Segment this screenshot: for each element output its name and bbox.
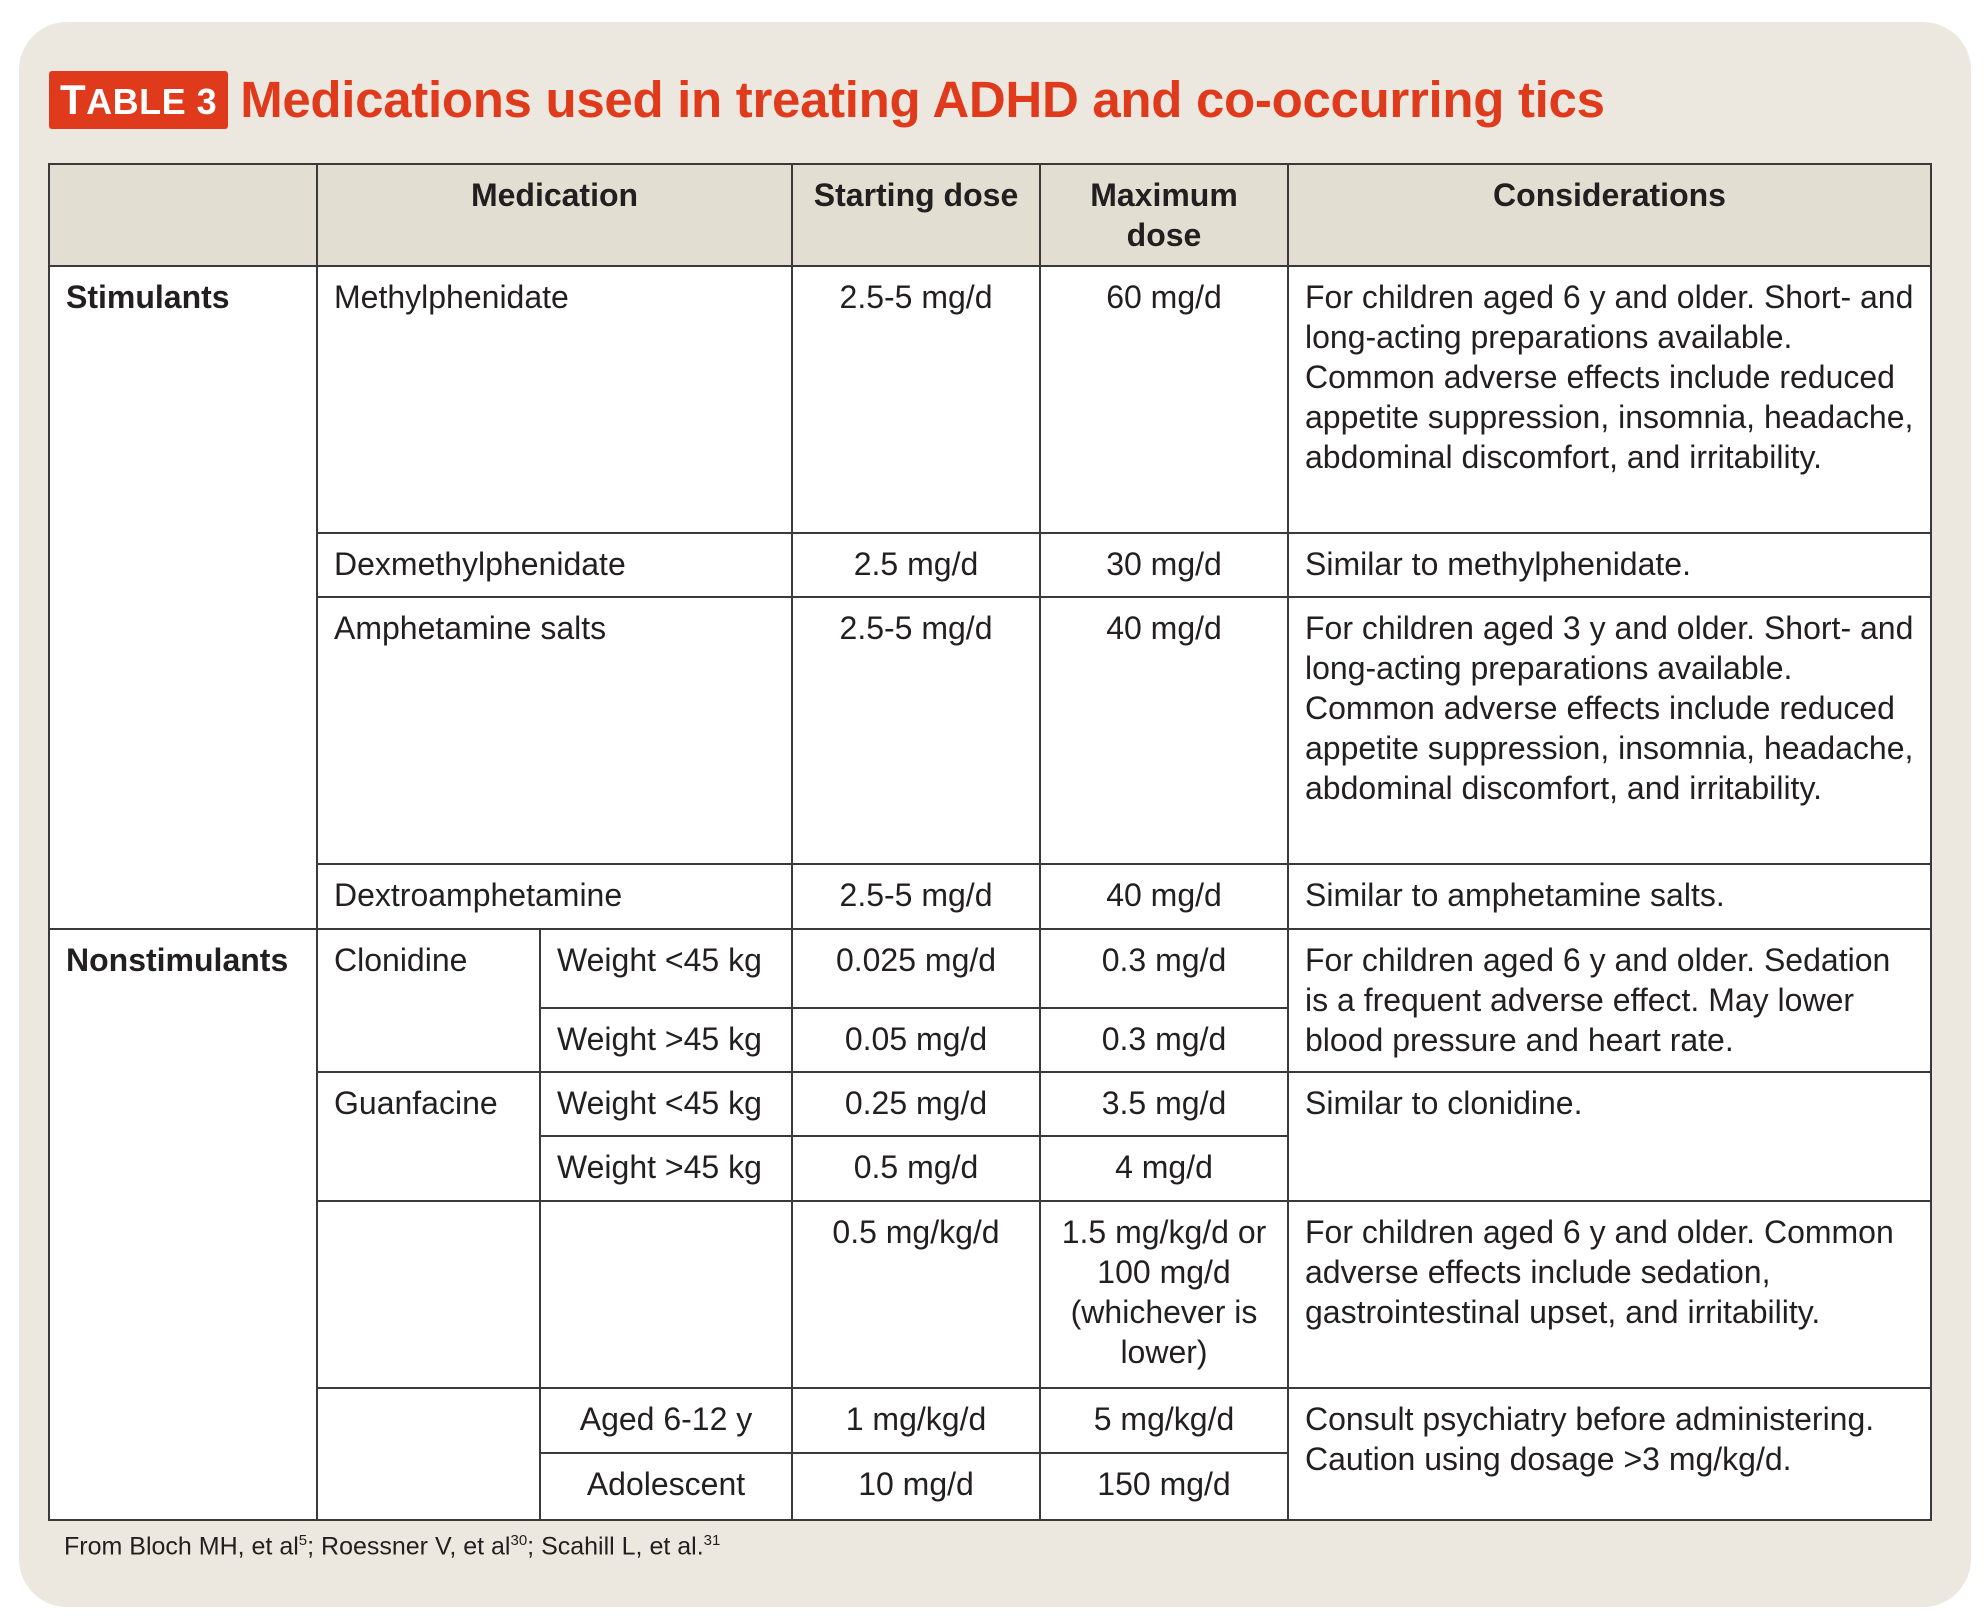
maximum-dose: 150 mg/d [1040,1453,1288,1520]
medication-name: Dextroamphetamine [317,864,792,929]
considerations: For children aged 3 y and older. Short- and long-acting preparations available. Common adverse effects include reduced appetite suppression, insomnia, headache, abdominal discomfort, and irritability. [1288,597,1931,864]
starting-dose: 0.5 mg/d [792,1136,1040,1201]
weight-group: Weight >45 kg [540,1136,792,1201]
header-considerations: Considerations [1288,164,1931,266]
medication-name: Dexmethylphenidate [317,533,792,597]
age-group: Aged 6-12 y [540,1388,792,1453]
starting-dose: 10 mg/d [792,1453,1040,1520]
maximum-dose: 4 mg/d [1040,1136,1288,1201]
weight-group: Weight <45 kg [540,1072,792,1136]
maximum-dose: 40 mg/d [1040,597,1288,864]
starting-dose: 0.025 mg/d [792,929,1040,1008]
header-row [49,164,1931,266]
maximum-dose: 1.5 mg/kg/d or 100 mg/d (whichever is lower) [1040,1201,1288,1388]
maximum-dose: 5 mg/kg/d [1040,1388,1288,1453]
maximum-dose: 0.3 mg/d [1040,929,1288,1008]
medication-name: Guanfacine [317,1072,540,1201]
category-stimulants: Stimulants [49,266,317,929]
table-row [49,1388,1931,1453]
considerations: For children aged 6 y and older. Sedation is a frequent adverse effect. May lower blood pressure and heart rate. [1288,929,1931,1072]
medication-name: Amphetamine salts [317,597,792,864]
weight-group: Weight <45 kg [540,929,792,1008]
starting-dose: 2.5-5 mg/d [792,864,1040,929]
medication-name: Clonidine [317,929,540,1072]
header-category [49,164,317,266]
maximum-dose: 30 mg/d [1040,533,1288,597]
table-row [49,533,1931,597]
starting-dose: 2.5-5 mg/d [792,597,1040,864]
maximum-dose: 60 mg/d [1040,266,1288,533]
table-row [49,1201,1931,1388]
medication-name-empty [317,1388,540,1520]
header-starting-dose: Starting dose [792,164,1040,266]
maximum-dose: 3.5 mg/d [1040,1072,1288,1136]
table-row [49,1072,1931,1136]
table-row [49,266,1931,533]
category-nonstimulants: Nonstimulants [49,929,317,1520]
age-group: Adolescent [540,1453,792,1520]
source-footnote: From Bloch MH, et $al^5$; Roessner V, et $al^{30}$; Scahill L, et al.$^{31}$ [64,1532,721,1561]
table-row [49,864,1931,929]
starting-dose: 0.05 mg/d [792,1008,1040,1072]
considerations: Similar to amphetamine salts. [1288,864,1931,929]
table-row [49,929,1931,1008]
medications-table [48,163,1932,1521]
considerations: For children aged 6 y and older. Short- and long-acting preparations available. Common adverse effects include reduced appetite suppression, insomnia, headache, abdominal discomfort, and irritability. [1288,266,1931,533]
medication-name-empty [317,1201,540,1388]
starting-dose: 0.5 mg/kg/d [792,1201,1040,1388]
maximum-dose: 0.3 mg/d [1040,1008,1288,1072]
header-maximum-dose: Maximum dose [1040,164,1288,266]
header-medication: Medication [317,164,792,266]
table-number-badge: TABLE 3 [49,71,228,129]
table-title-row [49,70,1605,129]
considerations: Consult psychiatry before administering. Caution using dosage >3 mg/kg/d. [1288,1388,1931,1520]
weight-group: Weight >45 kg [540,1008,792,1072]
considerations: Similar to methylphenidate. [1288,533,1931,597]
considerations: Similar to clonidine. [1288,1072,1931,1201]
medication-name: Methylphenidate [317,266,792,533]
starting-dose: 0.25 mg/d [792,1072,1040,1136]
starting-dose: 1 mg/kg/d [792,1388,1040,1453]
starting-dose: 2.5-5 mg/d [792,266,1040,533]
weight-group-empty [540,1201,792,1388]
considerations: For children aged 6 y and older. Common adverse effects include sedation, gastrointestinal upset, and irritability. [1288,1201,1931,1388]
starting-dose: 2.5 mg/d [792,533,1040,597]
table-title: Medications used in treating ADHD and co-occurring tics [240,71,1605,128]
maximum-dose: 40 mg/d [1040,864,1288,929]
table-row [49,597,1931,864]
